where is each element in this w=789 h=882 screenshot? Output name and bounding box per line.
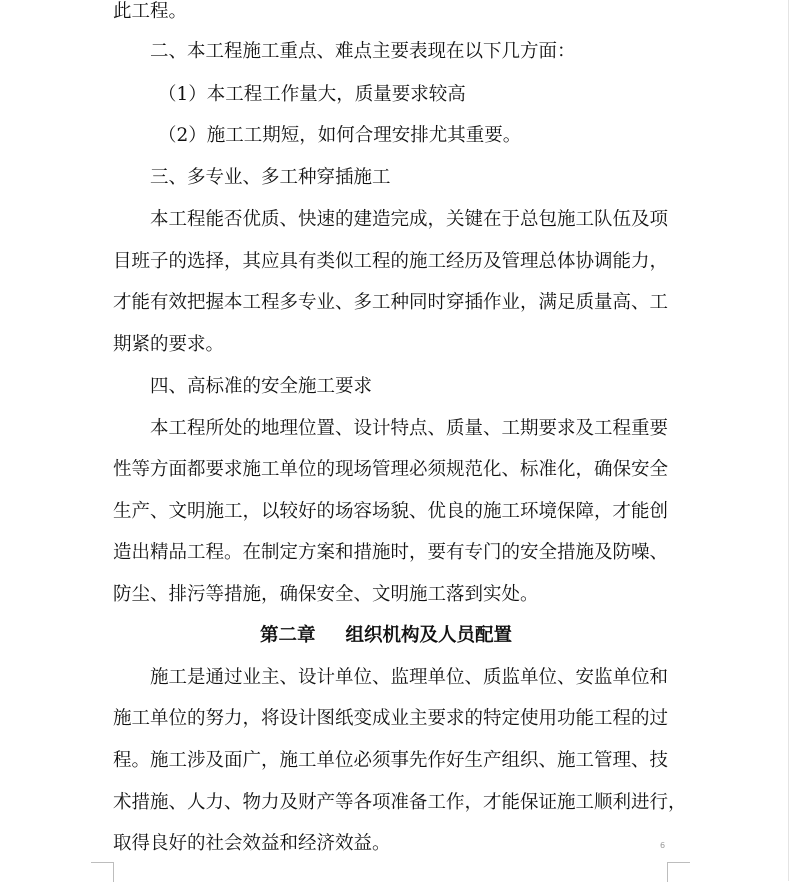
text-line: 取得良好的社会效益和经济效益。 (113, 833, 391, 854)
text-line: 目班子的选择，其应具有类似工程的施工经历及管理总体协调能力， (113, 251, 669, 272)
text-line: 性等方面都要求施工单位的现场管理必须规范化、标准化，确保安全 (113, 459, 669, 480)
section-heading-2: 二、本工程施工重点、难点主要表现在以下几方面： (150, 41, 576, 62)
text-line: 防尘、排污等措施，确保安全、文明施工落到实处。 (113, 584, 539, 605)
chapter-number: 第二章 (260, 625, 316, 646)
text-line: 本工程能否优质、快速的建造完成，关键在于总包施工队伍及项 (150, 209, 669, 230)
page-corner-mark-right (667, 862, 690, 882)
text-line: 造出精品工程。在制定方案和措施时，要有专门的安全措施及防噪、 (113, 542, 669, 563)
text-line: 术措施、人力、物力及财产等各项准备工作，才能保证施工顺利进行， (113, 792, 687, 813)
text-line: 生产、文明施工，以较好的场容场貌、优良的施工环境保障，才能创 (113, 501, 669, 522)
text-line: 本工程所处的地理位置、设计特点、质量、工期要求及工程重要 (150, 418, 669, 439)
text-line: 期紧的要求。 (113, 334, 225, 355)
list-item-1: （1）本工程工作量大，质量要求较高 (158, 84, 466, 105)
text-line: 施工单位的努力，将设计图纸变成业主要求的特定使用功能工程的过 (113, 708, 669, 729)
text-line: 程。施工涉及面广，施工单位必须事先作好生产组织、施工管理、技 (113, 750, 669, 771)
page-number: 6 (660, 841, 666, 850)
section-heading-3: 三、多专业、多工种穿插施工 (150, 167, 391, 188)
chapter-heading (260, 624, 512, 648)
text-line: 施工是通过业主、设计单位、监理单位、质监单位、安监单位和 (150, 667, 669, 688)
list-item-2: （2）施工工期短，如何合理安排尤其重要。 (158, 125, 522, 146)
text-line: 才能有效把握本工程多专业、多工种同时穿插作业，满足质量高、工 (113, 292, 669, 313)
text-line: 此工程。 (113, 1, 188, 22)
page-corner-mark-left (91, 862, 114, 882)
chapter-title: 组织机构及人员配置 (345, 625, 513, 646)
section-heading-4: 四、高标准的安全施工要求 (150, 376, 373, 397)
